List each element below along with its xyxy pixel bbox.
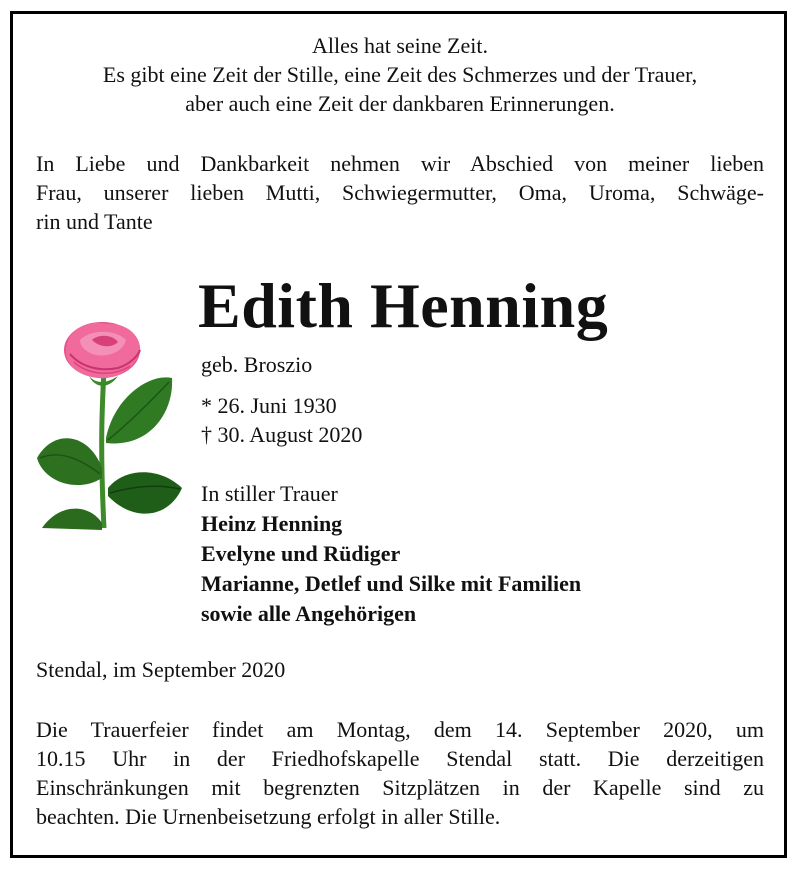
place-and-date: Stendal, im September 2020 xyxy=(36,657,286,682)
mourners-heading: In stiller Trauer xyxy=(201,481,338,506)
funeral-line-4: beachten. Die Urnenbeisetzung erfolgt in aller Stille. xyxy=(36,804,501,829)
funeral-line-1: Die Trauerfeier findet am Montag, dem 14. September 2020, um xyxy=(36,717,764,742)
rose-leaf-right-lower xyxy=(108,472,182,513)
motto-line-2: Es gibt eine Zeit der Stille, eine Zeit des Schmerzes und der Trauer, xyxy=(102,62,698,87)
mourner-name: Marianne, Detlef und Silke mit Familien xyxy=(201,571,582,596)
birth-name: geb. Broszio xyxy=(201,352,313,377)
rose-leaf-bottom xyxy=(42,509,102,530)
death-date: † 30. August 2020 xyxy=(201,422,363,447)
rose-stem xyxy=(102,370,104,528)
mourner-name: sowie alle Angehörigen xyxy=(201,601,417,626)
motto-line-1: Alles hat seine Zeit. xyxy=(312,33,488,58)
funeral-line-2: 10.15 Uhr in der Friedhofskapelle Stendal statt. Die derzeitigen xyxy=(36,746,764,771)
funeral-notice xyxy=(36,715,764,831)
intro-line-3: rin und Tante xyxy=(36,209,153,234)
mourner-name: Heinz Henning xyxy=(201,511,343,536)
funeral-line-3: Einschränkungen mit begrenzten Sitzplätzen in der Kapelle sind zu xyxy=(36,775,764,800)
life-dates xyxy=(201,391,362,449)
mourners-block xyxy=(201,479,581,629)
rose-leaf-left xyxy=(37,438,102,485)
intro-line-2: Frau, unserer lieben Mutti, Schwiegermutter, Oma, Uroma, Schwäge- xyxy=(36,180,764,205)
rose-icon xyxy=(34,318,184,533)
motto-line-3: aber auch eine Zeit der dankbaren Erinnerungen. xyxy=(185,91,615,116)
mourner-name: Evelyne und Rüdiger xyxy=(201,541,401,566)
deceased-name: Edith Henning xyxy=(198,270,609,341)
intro-paragraph xyxy=(36,149,764,236)
intro-line-1: In Liebe und Dankbarkeit nehmen wir Abschied von meiner lieben xyxy=(36,151,764,176)
birth-date: * 26. Juni 1930 xyxy=(201,393,337,418)
motto xyxy=(0,31,800,118)
